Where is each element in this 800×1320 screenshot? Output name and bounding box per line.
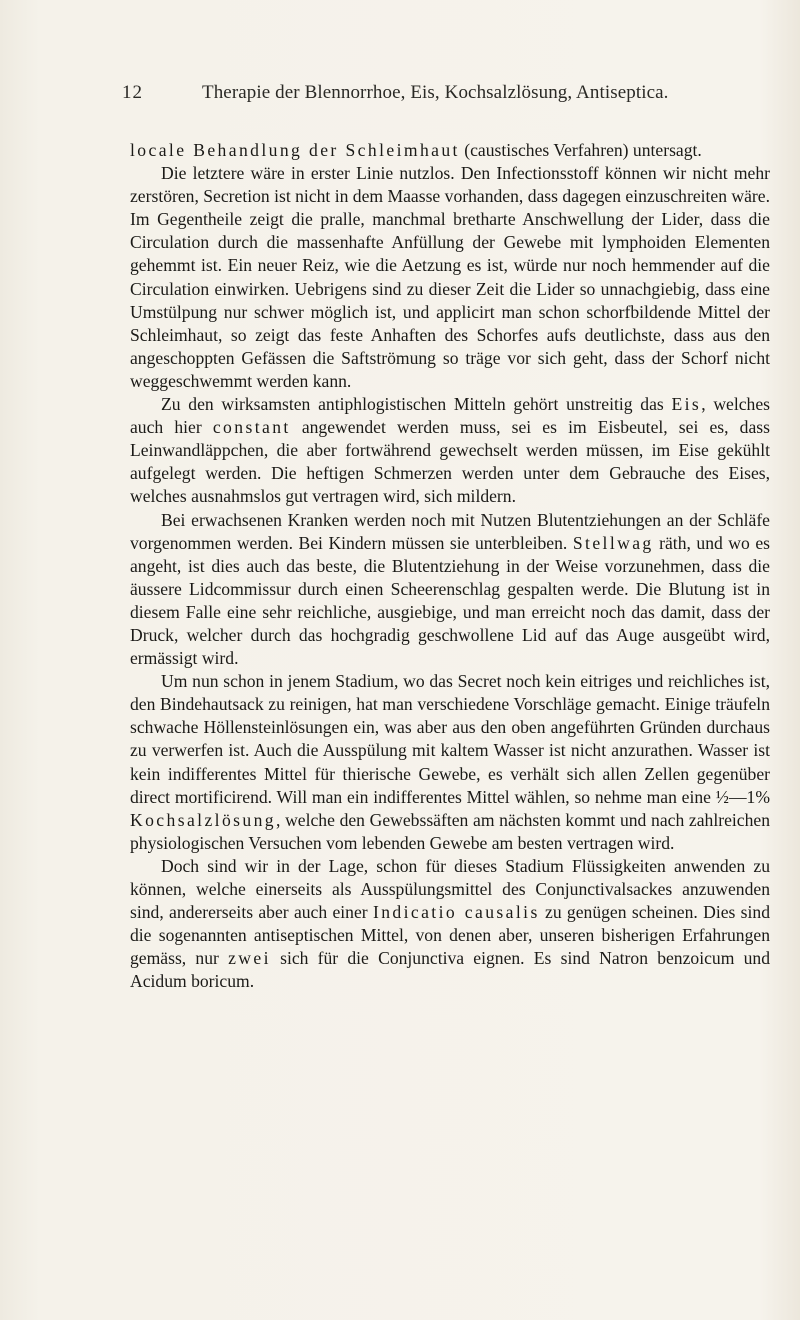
emphasized-text: Stellwag: [572, 532, 654, 553]
text-run: (caustisches Verfahren) untersagt.: [459, 140, 702, 160]
paragraph: [130, 393, 770, 508]
running-head: Therapie der Blennorrhoe, Eis, Kochsalzlösung, Antiseptica.: [202, 82, 669, 103]
emphasized-text: locale Behandlung der Schleimhaut: [130, 140, 460, 160]
text-run: zu genügen scheinen. Dies sind die sogenannten antiseptischen Mittel, von denen aber, unseren bisherigen Erfahrungen gemäss, nur: [130, 902, 770, 969]
body-text: [130, 139, 770, 993]
paragraph: [130, 162, 770, 393]
text-run: , welche den Gewebssäften am nächsten kommt und nach zahlreichen physiologischen Versuchen vom lebenden Gewebe am besten vertragen wird.: [130, 809, 770, 853]
emphasized-text: constant: [212, 417, 291, 438]
paragraph: [130, 670, 770, 855]
text-run: Doch sind wir in der Lage, schon für dieses Stadium Flüssigkeiten anwenden zu können, welche einerseits als Ausspülungsmittel des Conjunctivalsackes anzuwenden sind, andererseits aber auch einer: [130, 855, 770, 923]
text-run: sich für die Conjunctiva eignen. Es sind Natron benzoicum und Acidum boricum.: [130, 948, 770, 992]
text-run: Die letztere wäre in erster Linie nutzlos. Den Infectionsstoff können wir nicht mehr zerstören, Secretion ist nicht in dem Maasse vorhanden, dass dagegen einzuschreiten wäre. Im Gegentheile zeigt die pralle, manchmal bretharte Anschwellung der Lider, dass die Circulation durch die massenhafte Anfüllung der Gewebe mit lymphoiden Elementen gehemmt ist. Ein neuer Reiz, wie die Aetzung es ist, würde nur noch hemmender auf die Circulation einwirken. Uebrigens sind zu dieser Zeit die Lider so unnachgiebig, dass eine Umstülpung nur schwer möglich ist, und applicirt man schon schorfbildende Mittel der Schleimhaut, so zeigt das feste Anhaften des Schorfes aufs deutlichste, dass aus den angeschoppten Gefässen die Saftströmung so träge vor sich geht, dass der Schorf nicht weggeschwemmt werden kann.: [130, 163, 770, 391]
paragraph: [130, 855, 770, 994]
emphasized-text: zwei: [228, 948, 271, 969]
page-number: 12: [122, 82, 143, 103]
text-run: Um nun schon in jenem Stadium, wo das Secret noch kein eitriges und reichliches ist, den Bindehautsack zu reinigen, hat man verschiedene Vorschläge gemacht. Einige träufeln schwache Höllensteinlösungen ein, was aber aus den oben angeführten Gründen durchaus zu verwerfen ist. Auch die Ausspülung mit kaltem Wasser ist nicht anzurathen. Wasser ist kein indifferentes Mittel für thierische Gewebe, es verhält sich allen Zellen gegenüber direct mortificirend. Will man ein indifferentes Mittel wählen, so nehme man eine ½—1%: [130, 671, 770, 807]
emphasized-text: Kochsalzlösung: [130, 809, 276, 830]
text-run: räth, und wo es angeht, ist dies auch das beste, die Blutentziehung in der Weise vorzunehmen, dass die äussere Lidcommissur durch einen Scheerenschlag gespalten werde. Die Blutung ist in diesem Falle eine sehr reichliche, ausgiebige, und man erreicht noch das damit, dass der Druck, welcher durch das hochgradig geschwollene Lid auf das Auge ausgeübt wird, ermässigt wird.: [130, 532, 770, 669]
text-run: angewendet werden muss, sei es im Eisbeutel, sei es, dass Leinwandläppchen, die aber fortwährend gewechselt werden müssen, im Eise gekühlt aufgelegt werden. Die heftigen Schmerzen werden unter dem Gebrauche des Eises, welches ausnahmslos gut vertragen wird, sich mildern.: [130, 417, 770, 507]
text-run: , welches auch hier: [130, 394, 770, 438]
page-header: [122, 82, 762, 112]
text-run: Bei erwachsenen Kranken werden noch mit Nutzen Blutentziehungen an der Schläfe vorgenommen werden. Bei Kindern müssen sie unterbleiben.: [130, 509, 770, 553]
emphasized-text: Indicatio causalis: [372, 902, 540, 923]
paragraph: [130, 509, 770, 671]
emphasized-text: Eis: [671, 394, 702, 415]
text-run: Zu den wirksamsten antiphlogistischen Mitteln gehört unstreitig das: [161, 394, 672, 415]
paragraph: [130, 139, 770, 162]
